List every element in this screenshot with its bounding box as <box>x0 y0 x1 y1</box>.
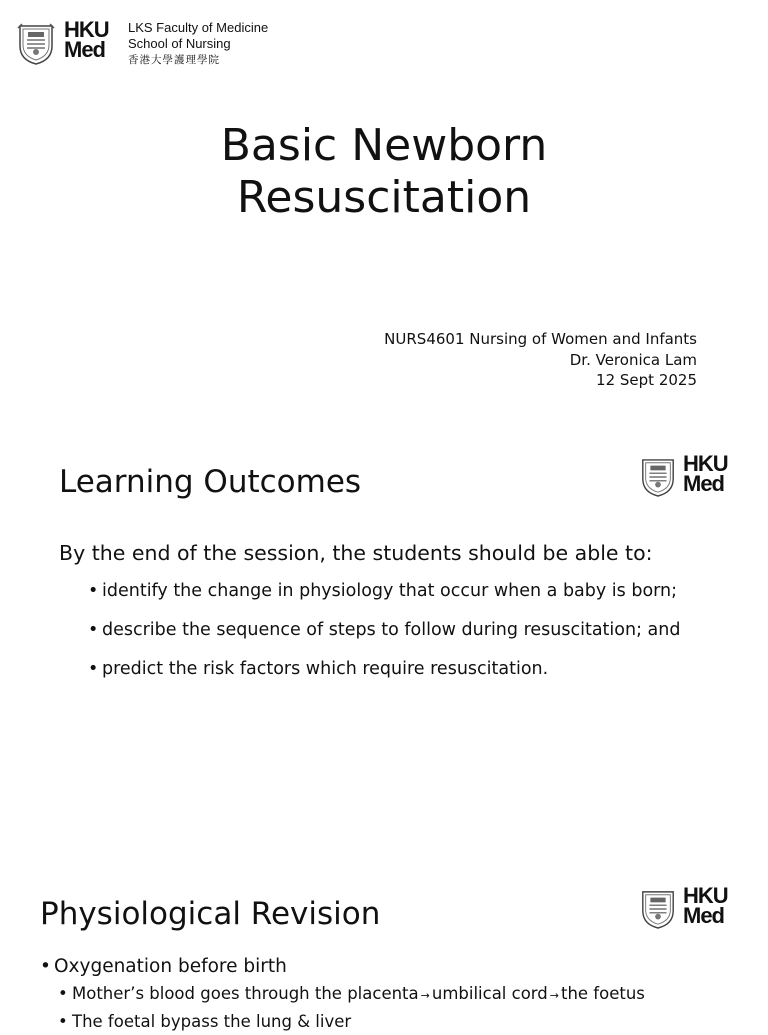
faculty-name: LKS Faculty of Medicine School of Nursing 香港大學護理學院 <box>128 20 269 66</box>
learning-outcomes-slide <box>0 430 768 860</box>
list-item: • Oxygenation before birth <box>40 955 287 979</box>
lecturer-name: Dr. Veronica Lam <box>569 350 697 369</box>
list-item: • The foetal bypass the lung & liver <box>58 1009 645 1035</box>
physiological-revision-slide <box>0 860 768 1031</box>
arrow-icon: → <box>420 989 430 1002</box>
slide-heading: Physiological Revision <box>40 896 381 932</box>
outcomes-list <box>88 580 680 697</box>
arrow-icon: → <box>549 989 559 1002</box>
presentation-date: 12 Sept 2025 <box>596 371 697 389</box>
course-name: NURS4601 Nursing of Women and Infants <box>384 330 697 348</box>
list-item: • identify the change in physiology that occur when a baby is born; <box>88 580 680 603</box>
hku-med-logo <box>639 451 735 500</box>
hku-med-wordmark: HKU Med <box>683 451 728 496</box>
hku-crest-icon <box>639 454 677 500</box>
hku-med-wordmark: HKU Med <box>683 883 728 928</box>
presentation-title: Basic Newborn Resuscitation <box>220 120 548 223</box>
title-slide <box>0 0 768 430</box>
revision-list <box>40 955 287 979</box>
revision-sublist <box>58 981 645 1035</box>
hku-med-logo <box>639 883 735 932</box>
presentation-details <box>384 329 697 391</box>
list-item: • Mother’s blood goes through the placenta → umbilical cord → the foetus <box>58 981 645 1009</box>
list-item: • describe the sequence of steps to follow during resuscitation; and <box>88 619 680 642</box>
hku-crest-icon <box>16 22 56 66</box>
hku-crest-icon <box>639 886 677 932</box>
list-item: • predict the risk factors which require resuscitation. <box>88 658 680 681</box>
outcomes-intro: By the end of the session, the students should be able to: <box>59 541 653 565</box>
hku-med-wordmark: HKU Med <box>64 17 109 62</box>
slide-heading: Learning Outcomes <box>59 464 362 500</box>
